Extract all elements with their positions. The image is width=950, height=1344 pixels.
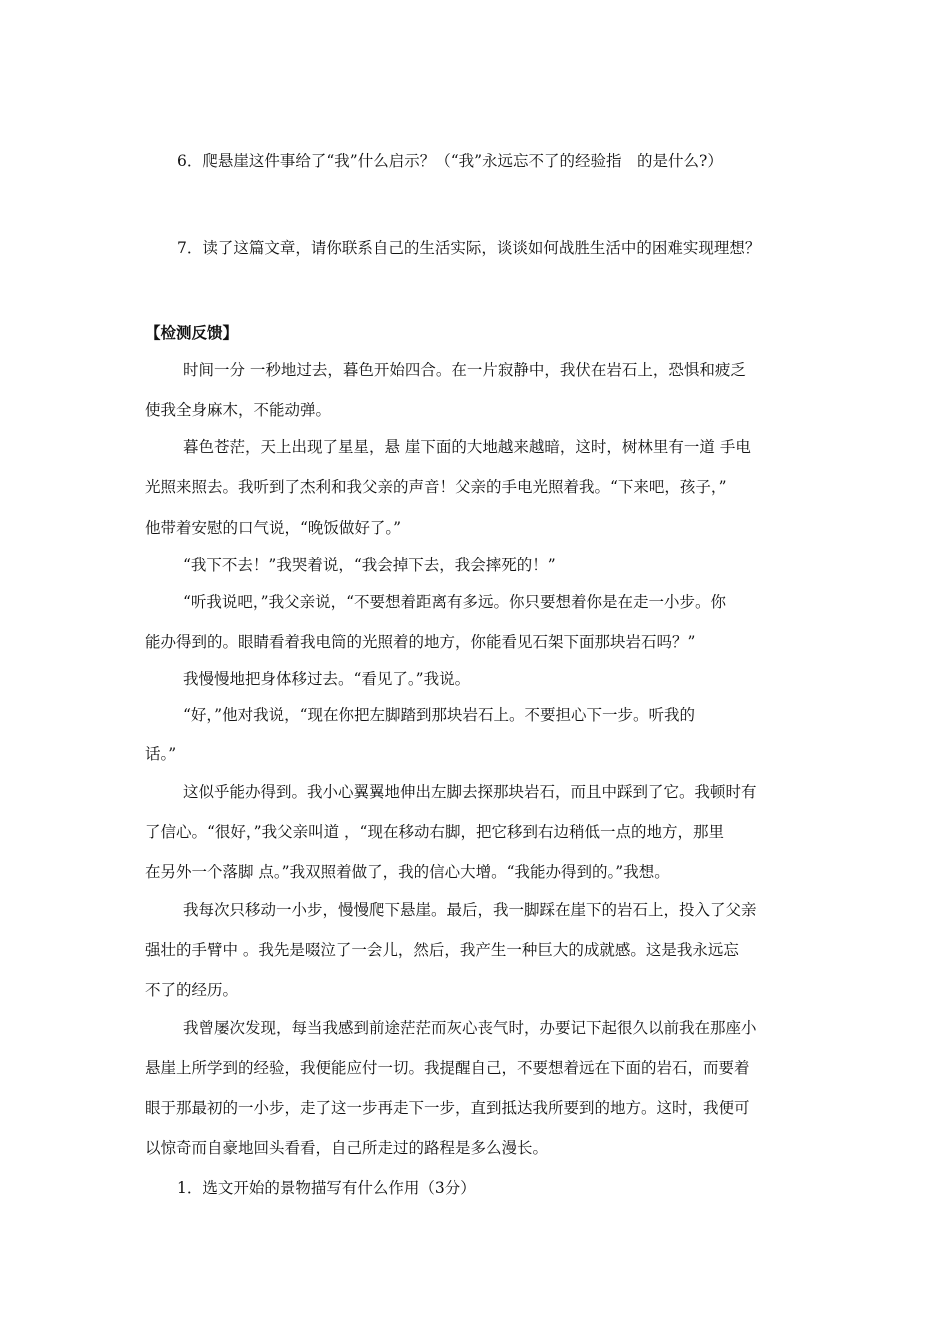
passage-line: 这似乎能办得到。我小心翼翼地伸出左脚去探那块岩石，而且中踩到了它。我顿时有 — [183, 783, 757, 801]
passage-line: 时间一分 一秒地过去，暮色开始四合。在一片寂静中，我伏在岩石上，恐惧和疲乏 — [183, 361, 746, 379]
passage-line: 眼于那最初的一小步，走了这一步再走下一步，直到抵达我所要到的地方。这时，我便可 — [145, 1099, 750, 1117]
passage-line: 能办得到的。眼睛看着我电筒的光照着的地方，你能看见石架下面那块岩石吗？” — [145, 633, 696, 651]
passage-line: 悬崖上所学到的经验，我便能应付一切。我提醒自己，不要想着远在下面的岩石，而要着 — [145, 1059, 750, 1077]
passage-line: 我慢慢地把身体移过去。“看见了。”我说。 — [183, 670, 471, 688]
passage-line: 他带着安慰的口气说，“晚饭做好了。” — [145, 519, 402, 537]
passage-line: 话。” — [145, 745, 177, 763]
passage-line: “好，”他对我说，“现在你把左脚踏到那块岩石上。不要担心下一步。听我的 — [183, 706, 696, 724]
passage-line: 暮色苍茫，天上出现了星星，悬 崖下面的大地越来越暗，这时，树林里有一道 手电 — [183, 438, 751, 456]
question-7: 7．读了这篇文章，请你联系自己的生活实际，谈谈如何战胜生活中的困难实现理想？ — [177, 239, 761, 257]
passage-line: “我下不去！”我哭着说，“我会掉下去，我会摔死的！” — [183, 556, 556, 574]
passage-line: 在另外一个落脚 点。”我双照着做了，我的信心大增。“我能办得到的。”我想。 — [145, 863, 670, 881]
passage-line: “听我说吧，”我父亲说，“不要想着距离有多远。你只要想着你是在走一小步。你 — [183, 593, 727, 611]
passage-line: 使我全身麻木，不能动弹。 — [145, 401, 332, 419]
passage-line: 了信心。“很好，”我父亲叫道 ，“现在移动右脚，把它移到右边稍低一点的地方，那里 — [145, 823, 724, 841]
section-heading: 【检测反馈】 — [145, 324, 239, 342]
passage-line: 我每次只移动一小步，慢慢爬下悬崖。最后，我一脚踩在崖下的岩石上，投入了父亲 — [183, 901, 757, 919]
passage-line: 不了的经历。 — [145, 981, 239, 999]
question-6: 6．爬悬崖这件事给了“我”什么启示？（“我”永远忘不了的经验指 的是什么?） — [177, 152, 723, 170]
passage-line: 光照来照去。我听到了杰利和我父亲的声音！父亲的手电光照着我。“下来吧，孩子，” — [145, 478, 727, 496]
question-1: 1．选文开始的景物描写有什么作用（3分） — [177, 1179, 476, 1197]
passage-line: 我曾屡次发现，每当我感到前途茫茫而灰心丧气时，办要记下起很久以前我在那座小 — [183, 1019, 757, 1037]
passage-line: 以惊奇而自豪地回头看看，自己所走过的路程是多么漫长。 — [145, 1139, 549, 1157]
passage-line: 强壮的手臂中 。我先是啜泣了一会儿，然后，我产生一种巨大的成就感。这是我永远忘 — [145, 941, 739, 959]
